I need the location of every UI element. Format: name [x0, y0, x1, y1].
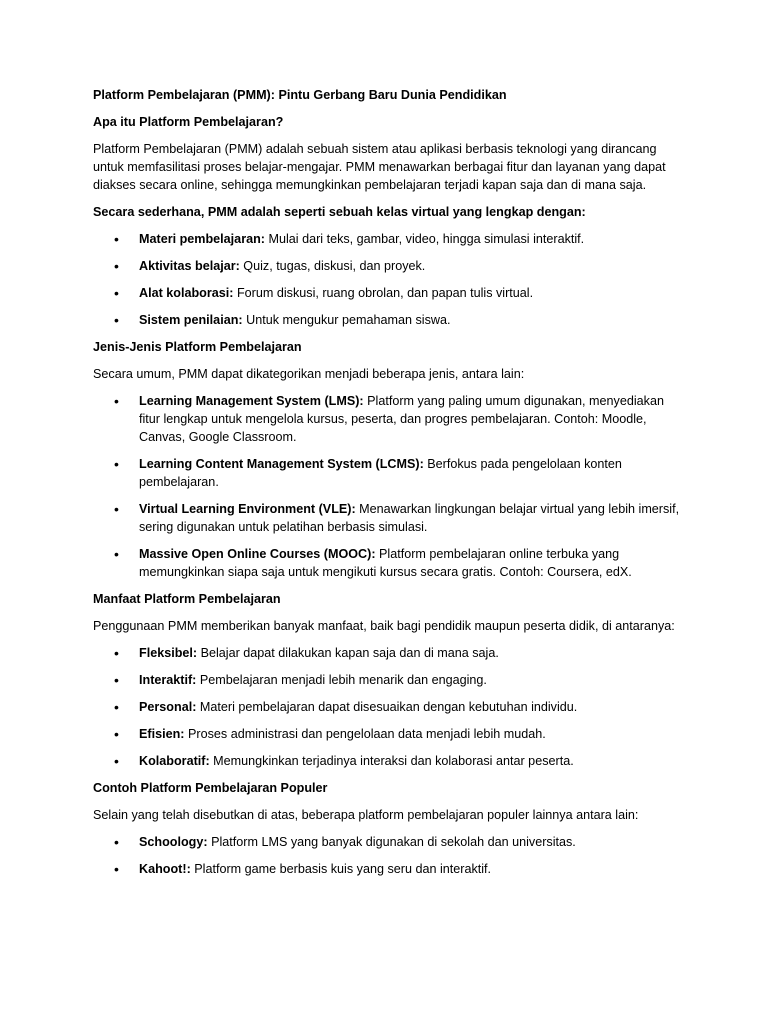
- list-item: [93, 284, 683, 302]
- list-item: [93, 392, 683, 446]
- list-item: [93, 698, 683, 716]
- list-item-term: Learning Content Management System (LCMS):: [139, 457, 424, 471]
- list-item-desc: Proses administrasi dan pengelolaan data menjadi lebih mudah.: [184, 727, 546, 741]
- benefits-list: [93, 644, 683, 770]
- list-item: [93, 833, 683, 851]
- list-item: [93, 671, 683, 689]
- intro-paragraph: Platform Pembelajaran (PMM) adalah sebuah sistem atau aplikasi berbasis teknologi yang dirancang untuk memfasilitasi proses belajar-mengajar. PMM menawarkan berbagai fitur dan layanan yang dapat diakses secara online, sehingga memungkinkan pembelajaran terjadi kapan saja dan di mana saja.: [93, 142, 666, 192]
- list-item: [93, 545, 683, 581]
- types-intro: Secara umum, PMM dapat dikategorikan menjadi beberapa jenis, antara lain:: [93, 367, 525, 381]
- list-item-term: Interaktif:: [139, 673, 197, 687]
- list-item-desc: Platform yang paling umum digunakan, menyediakan fitur lengkap untuk mengelola kursus, peserta, dan progres pembelajaran. Contoh: Moodle, Canvas, Google Classroom.: [139, 394, 664, 444]
- list-item-desc: Platform game berbasis kuis yang seru dan interaktif.: [190, 862, 492, 876]
- list-item: [93, 725, 683, 743]
- section-heading-what-is: Apa itu Platform Pembelajaran?: [93, 115, 284, 129]
- list-item-desc: Quiz, tugas, diskusi, dan proyek.: [239, 259, 426, 273]
- list-item-term: Schoology:: [139, 835, 208, 849]
- list-item-desc: Forum diskusi, ruang obrolan, dan papan tulis virtual.: [233, 286, 534, 300]
- list-item: [93, 230, 683, 248]
- list-item-term: Learning Management System (LMS):: [139, 394, 364, 408]
- list-item-term: Alat kolaborasi:: [139, 286, 234, 300]
- list-item-term: Aktivitas belajar:: [139, 259, 240, 273]
- document-title: Platform Pembelajaran (PMM): Pintu Gerbang Baru Dunia Pendidikan: [93, 88, 507, 102]
- examples-list: [93, 833, 683, 878]
- list-item-term: Personal:: [139, 700, 197, 714]
- list-item-desc: Berfokus pada pengelolaan konten pembelajaran.: [139, 457, 622, 489]
- list-item: [93, 644, 683, 662]
- list-item-desc: Memungkinkan terjadinya interaksi dan kolaborasi antar peserta.: [209, 754, 574, 768]
- list-item-desc: Platform pembelajaran online terbuka yang memungkinkan siapa saja untuk mengikuti kursus secara gratis. Contoh: Coursera, edX.: [139, 547, 632, 579]
- list-item: [93, 500, 683, 536]
- list-item: [93, 455, 683, 491]
- list-item-term: Sistem penilaian:: [139, 313, 243, 327]
- list-item-term: Materi pembelajaran:: [139, 232, 265, 246]
- section-heading-examples: Contoh Platform Pembelajaran Populer: [93, 781, 328, 795]
- list-item: [93, 860, 683, 878]
- list-item-term: Kahoot!:: [139, 862, 191, 876]
- benefits-intro: Penggunaan PMM memberikan banyak manfaat, baik bagi pendidik maupun peserta didik, di antaranya:: [93, 619, 675, 633]
- list-item-desc: Pembelajaran menjadi lebih menarik dan engaging.: [196, 673, 487, 687]
- types-list: [93, 392, 683, 581]
- list-item-desc: Platform LMS yang banyak digunakan di sekolah dan universitas.: [207, 835, 576, 849]
- list-item-term: Massive Open Online Courses (MOOC):: [139, 547, 376, 561]
- list-item: [93, 257, 683, 275]
- list-item-desc: Belajar dapat dilakukan kapan saja dan di mana saja.: [197, 646, 499, 660]
- document-page: [93, 86, 683, 887]
- list-item-term: Kolaboratif:: [139, 754, 210, 768]
- section-heading-types: Jenis-Jenis Platform Pembelajaran: [93, 340, 302, 354]
- list-item: [93, 752, 683, 770]
- simple-heading: Secara sederhana, PMM adalah seperti sebuah kelas virtual yang lengkap dengan:: [93, 205, 586, 219]
- features-list: [93, 230, 683, 329]
- list-item-desc: Materi pembelajaran dapat disesuaikan dengan kebutuhan individu.: [196, 700, 578, 714]
- list-item-desc: Menawarkan lingkungan belajar virtual yang lebih imersif, sering digunakan untuk pelatihan berbasis simulasi.: [139, 502, 680, 534]
- list-item-term: Virtual Learning Environment (VLE):: [139, 502, 356, 516]
- section-heading-benefits: Manfaat Platform Pembelajaran: [93, 592, 281, 606]
- examples-intro: Selain yang telah disebutkan di atas, beberapa platform pembelajaran populer lainnya antara lain:: [93, 808, 639, 822]
- list-item-desc: Mulai dari teks, gambar, video, hingga simulasi interaktif.: [264, 232, 585, 246]
- list-item: [93, 311, 683, 329]
- list-item-term: Efisien:: [139, 727, 185, 741]
- list-item-term: Fleksibel:: [139, 646, 198, 660]
- list-item-desc: Untuk mengukur pemahaman siswa.: [242, 313, 451, 327]
